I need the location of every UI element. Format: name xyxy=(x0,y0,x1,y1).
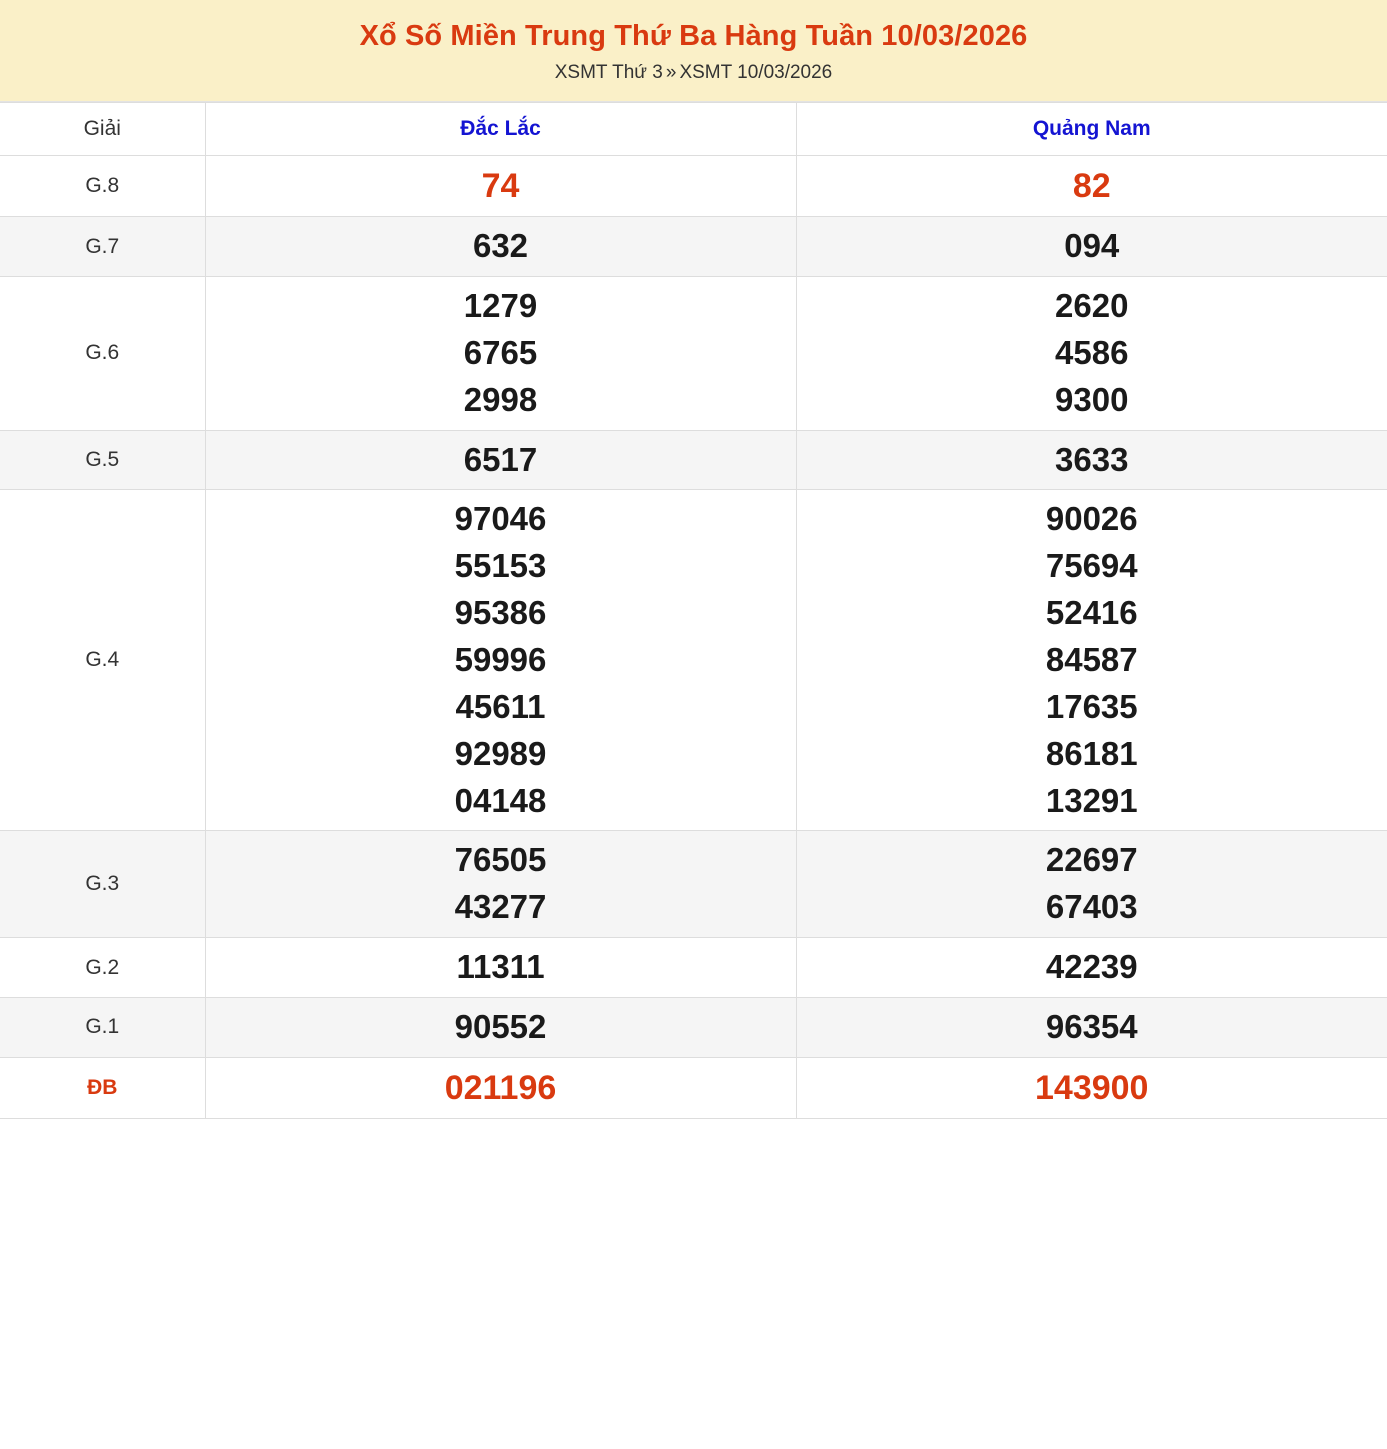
prize-numbers-quangnam xyxy=(796,1057,1387,1118)
prize-numbers-quangnam xyxy=(796,490,1387,831)
prize-number: 11311 xyxy=(456,948,545,986)
prize-number: 97046 xyxy=(454,500,547,538)
prize-numbers-quangnam xyxy=(796,217,1387,277)
prize-numbers-quangnam xyxy=(796,998,1387,1058)
prize-number: 6517 xyxy=(463,440,538,478)
column-header-prize: Giải xyxy=(0,102,205,155)
prize-label: G.6 xyxy=(0,276,205,430)
breadcrumb xyxy=(0,60,1387,87)
breadcrumb-item-weekday[interactable]: XSMT Thứ 3 xyxy=(554,62,663,84)
prize-numbers-quangnam xyxy=(796,155,1387,216)
prize-number: 22697 xyxy=(1045,841,1138,879)
prize-numbers-quangnam xyxy=(796,938,1387,998)
prize-number: 52416 xyxy=(1045,594,1138,632)
prize-number: 42239 xyxy=(1045,948,1138,986)
prize-numbers-quangnam xyxy=(796,430,1387,490)
table-row xyxy=(0,430,1387,490)
column-header-province-quangnam: Quảng Nam xyxy=(796,102,1387,155)
table-row xyxy=(0,276,1387,430)
prize-number: 9300 xyxy=(1055,380,1129,418)
prize-number: 1279 xyxy=(463,286,538,324)
prize-numbers-daclac xyxy=(205,276,796,430)
prize-label: G.5 xyxy=(0,430,205,490)
prize-numbers-daclac xyxy=(205,430,796,490)
prize-number: 95386 xyxy=(454,594,547,632)
table-row xyxy=(0,217,1387,277)
prize-number: 4586 xyxy=(1055,333,1129,371)
prize-number: 75694 xyxy=(1045,547,1138,585)
prize-number: 92989 xyxy=(454,734,547,772)
prize-number: 04148 xyxy=(454,781,547,819)
prize-label: G.4 xyxy=(0,490,205,831)
column-header-province-daclac: Đắc Lắc xyxy=(205,102,796,155)
prize-label: G.7 xyxy=(0,217,205,277)
results-table-header xyxy=(0,102,1387,155)
prize-number: 021196 xyxy=(444,1068,557,1107)
table-row xyxy=(0,831,1387,938)
prize-number: 13291 xyxy=(1045,781,1138,819)
prize-number: 17635 xyxy=(1045,687,1138,725)
prize-numbers-daclac xyxy=(205,938,796,998)
prize-number: 143900 xyxy=(1035,1068,1149,1107)
prize-number: 67403 xyxy=(1045,888,1138,926)
prize-number: 45611 xyxy=(455,687,546,725)
prize-number: 55153 xyxy=(454,547,547,585)
prize-numbers-quangnam xyxy=(796,831,1387,938)
prize-number: 96354 xyxy=(1045,1008,1138,1045)
prize-number: 84587 xyxy=(1045,640,1138,678)
page-title: Xổ Số Miền Trung Thứ Ba Hàng Tuần 10/03/2026 xyxy=(359,20,1028,52)
results-table-body xyxy=(0,155,1387,1118)
prize-number: 2620 xyxy=(1055,286,1129,324)
prize-number: 76505 xyxy=(454,841,547,879)
results-table xyxy=(0,102,1387,1119)
prize-number: 90026 xyxy=(1045,500,1138,538)
prize-number: 90552 xyxy=(454,1008,547,1045)
prize-numbers-daclac xyxy=(205,490,796,831)
prize-numbers-daclac xyxy=(205,155,796,216)
table-row xyxy=(0,1057,1387,1118)
prize-numbers-daclac xyxy=(205,1057,796,1118)
page-header xyxy=(0,0,1387,102)
prize-number: 632 xyxy=(472,227,529,265)
prize-number: 2998 xyxy=(463,380,538,418)
breadcrumb-separator: » xyxy=(665,62,677,84)
prize-numbers-daclac xyxy=(205,998,796,1058)
prize-number: 59996 xyxy=(454,640,547,678)
prize-label: G.1 xyxy=(0,998,205,1058)
prize-label: G.3 xyxy=(0,831,205,938)
table-row xyxy=(0,998,1387,1058)
prize-numbers-daclac xyxy=(205,831,796,938)
prize-number: 82 xyxy=(1072,166,1111,205)
prize-number: 43277 xyxy=(454,888,547,926)
prize-numbers-quangnam xyxy=(796,276,1387,430)
prize-number: 6765 xyxy=(463,333,538,371)
table-row xyxy=(0,155,1387,216)
prize-number: 86181 xyxy=(1045,734,1138,772)
table-row xyxy=(0,490,1387,831)
breadcrumb-item-date[interactable]: XSMT 10/03/2026 xyxy=(679,62,833,84)
prize-number: 3633 xyxy=(1055,440,1129,478)
table-row xyxy=(0,938,1387,998)
prize-number: 094 xyxy=(1064,227,1120,265)
table-header-row xyxy=(0,102,1387,155)
prize-label: ĐB xyxy=(0,1057,205,1118)
prize-number: 74 xyxy=(481,166,520,205)
prize-label: G.8 xyxy=(0,155,205,216)
prize-label: G.2 xyxy=(0,938,205,998)
prize-numbers-daclac xyxy=(205,217,796,277)
